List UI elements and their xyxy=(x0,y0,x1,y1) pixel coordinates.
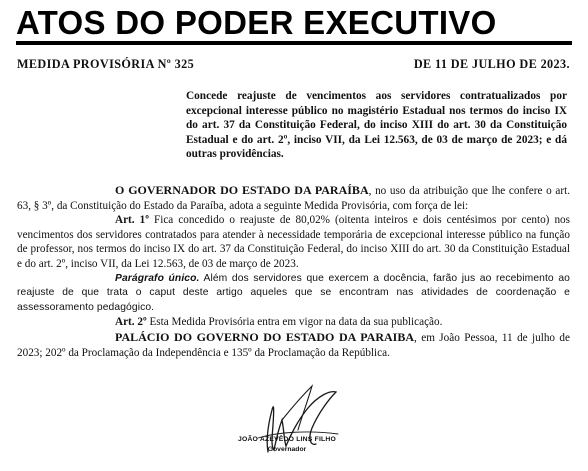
closing-lead: PALÁCIO DO GOVERNO DO ESTADO DA PARAIBA xyxy=(115,329,415,344)
closing-paragraph xyxy=(17,330,570,360)
paragrafo-unico xyxy=(17,272,570,316)
signer-name: JOÃO AZEVÊDO LINS FILHO xyxy=(237,436,336,443)
medida-date: DE 11 DE JULHO DE 2023. xyxy=(413,57,570,71)
signer-title: Governador xyxy=(267,446,307,453)
article-2-paragraph xyxy=(17,315,570,330)
article-2-text: Esta Medida Provisória entra em vigor na data da sua publicação. xyxy=(146,316,443,329)
preamble-text: , no uso da atribuição que lhe confere o art. 63, § 3º, da Constituição do Estado da Paraíba, adota a seguinte Medida Provisória, com força de lei: xyxy=(17,185,570,212)
article-1-paragraph xyxy=(17,213,570,271)
closing-text: , em João Pessoa, 11 de julho de 2023; 202º da Proclamação da Independência e 135º da Proclamação da República. xyxy=(17,331,570,359)
paragrafo-label: Parágrafo único. xyxy=(115,272,200,284)
preamble-paragraph xyxy=(17,183,570,213)
article-1-text: Fica concedido o reajuste de 80,02% (oitenta inteiros e dois centésimos por cento) nos vencimentos dos servidores contratados para atender à necessidade temporária de excepcional interesse público na função de professor, nos termos do inciso IX do art. 37 da Constituição Federal, do inciso XIII do art. 30 da Constituição Estadual e do art. 2º, inciso VII, da Lei 12.563, de 03 de março de 2023. xyxy=(17,214,570,270)
page-title: ATOS DO PODER EXECUTIVO xyxy=(16,4,497,41)
title-underline xyxy=(16,41,572,45)
medida-number: MEDIDA PROVISÓRIA Nº 325 xyxy=(17,57,195,71)
article-2-label: Art. 2º xyxy=(115,316,147,329)
ementa: Concede reajuste de vencimentos aos servidores contratualizados por excepcional interesse público no magistério Estadual nos termos do inciso IX do art. 37 da Constituição Federal, do inciso XIII do art. 30 da Constituição Estadual e do art. 2º, inciso VII, da Lei 12.563, de 03 de março de 2023; e dá outras providências. xyxy=(186,90,567,161)
article-1-label: Art. 1º xyxy=(115,214,149,227)
paragrafo-text: Além dos servidores que exercem a docência, farão jus ao recebimento ao reajuste de que trata o caput deste artigo aqueles que se encontram nas atividades de coordenação e assessoramento pedagógico. xyxy=(17,272,570,313)
document-body xyxy=(17,183,570,360)
preamble-lead: O GOVERNADOR DO ESTADO DA PARAÍBA xyxy=(115,183,369,197)
